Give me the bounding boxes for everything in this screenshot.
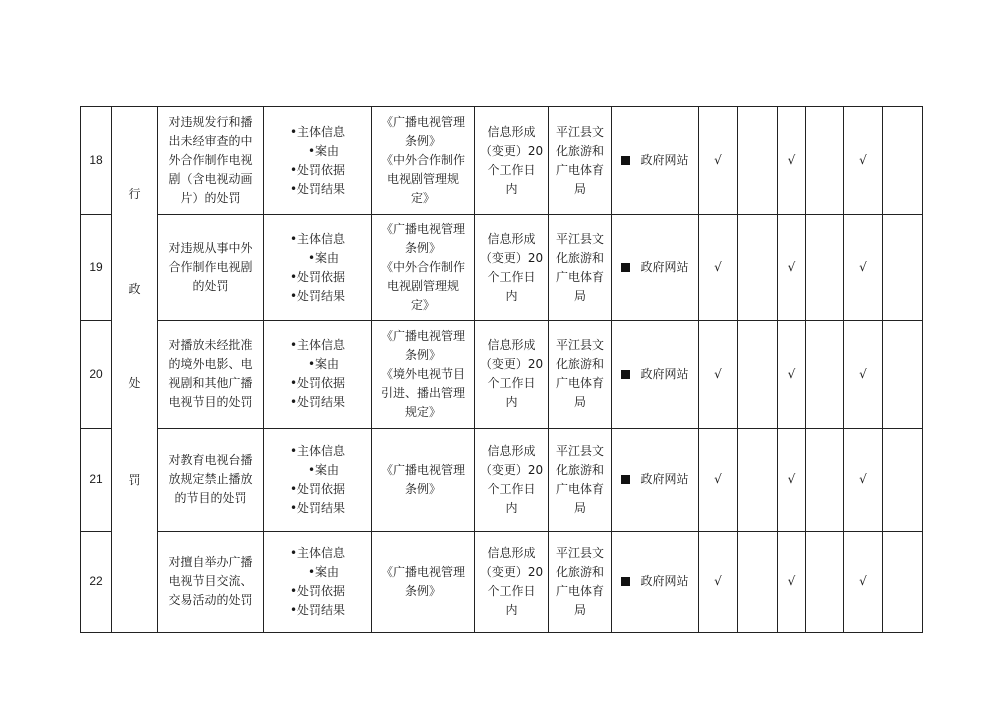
- checked-square-icon: [621, 577, 630, 586]
- disclosure-time-line: （变更）20: [479, 564, 544, 579]
- check-mark-cell: [883, 215, 923, 321]
- check-mark-cell: √: [844, 215, 883, 321]
- check-mark-cell: [883, 107, 923, 215]
- category-char: 政: [128, 282, 141, 296]
- check-mark-cell: [806, 428, 844, 531]
- disclosure-subject-cell: [549, 107, 612, 215]
- disclosure-time-line: （变更）20: [479, 462, 544, 477]
- disclosure-time-line: 个工作日: [487, 269, 536, 284]
- disclosure-content-item: •处罚依据: [289, 269, 346, 284]
- disclosure-subject-line: 广电体育: [555, 583, 604, 598]
- legal-basis-cell: [372, 107, 475, 215]
- check-mark-cell: [738, 428, 778, 531]
- disclosure-content-item: •处罚结果: [289, 602, 346, 617]
- disclosure-subject-line: 化旅游和: [555, 143, 604, 158]
- disclosure-content-item: •案由: [307, 357, 340, 372]
- disclosure-time-line: （变更）20: [479, 143, 544, 158]
- disclosure-time-line: 信息形成: [487, 443, 536, 458]
- disclosure-subject-line: 局: [573, 395, 586, 410]
- legal-basis-cell: [372, 215, 475, 321]
- check-mark-cell: [806, 215, 844, 321]
- check-mark-cell: [883, 428, 923, 531]
- legal-basis-cell: [372, 428, 475, 531]
- disclosure-channel-cell: [612, 531, 699, 632]
- disclosure-subject-line: 平江县文: [555, 545, 604, 560]
- disclosure-content-item: •处罚依据: [289, 583, 346, 598]
- disclosure-time-line: 个工作日: [487, 583, 536, 598]
- item-title-line: 出未经审查的中: [168, 134, 253, 149]
- disclosure-subject-line: 平江县文: [555, 124, 604, 139]
- disclosure-subject-line: 平江县文: [555, 338, 604, 353]
- row-number: 20: [81, 321, 112, 428]
- disclosure-time-line: 内: [505, 602, 518, 617]
- category-label: [112, 107, 157, 632]
- disclosure-time-line: 个工作日: [487, 481, 536, 496]
- checked-square-icon: [621, 370, 630, 379]
- category-cell: [112, 107, 158, 633]
- checked-square-icon: [621, 156, 630, 165]
- check-mark-cell: [883, 321, 923, 428]
- legal-basis-line: 定》: [410, 191, 435, 206]
- item-title-line: 对擅自举办广播: [168, 555, 253, 570]
- disclosure-table: [80, 106, 923, 633]
- checked-square-icon: [621, 263, 630, 272]
- disclosure-subject-line: 局: [573, 288, 586, 303]
- disclosure-channel-cell: [612, 428, 699, 531]
- item-title-line: 对违规从事中外: [168, 241, 253, 256]
- disclosure-time-line: 内: [505, 288, 518, 303]
- item-title-line: 合作制作电视剧: [168, 260, 253, 275]
- category-char: 行: [128, 187, 141, 201]
- disclosure-content-cell: [264, 428, 372, 531]
- disclosure-subject-line: 局: [573, 181, 586, 196]
- legal-basis-line: 电视剧管理规: [386, 279, 459, 294]
- legal-basis-line: 《中外合作制作: [380, 153, 465, 168]
- disclosure-subject-line: 广电体育: [555, 162, 604, 177]
- check-mark-cell: √: [699, 107, 738, 215]
- legal-basis-cell: [372, 531, 475, 632]
- disclosure-subject-line: 广电体育: [555, 376, 604, 391]
- disclosure-content-item: •主体信息: [289, 124, 346, 139]
- item-title-line: 的处罚: [192, 279, 229, 294]
- disclosure-subject-line: 局: [573, 602, 586, 617]
- check-mark-cell: [806, 531, 844, 632]
- row-number: 21: [81, 428, 112, 531]
- table-row: [81, 531, 923, 632]
- check-mark-cell: [738, 531, 778, 632]
- check-mark-cell: √: [778, 428, 806, 531]
- disclosure-subject-line: 化旅游和: [555, 564, 604, 579]
- disclosure-subject-line: 化旅游和: [555, 250, 604, 265]
- check-mark-cell: √: [699, 215, 738, 321]
- check-mark-cell: √: [778, 531, 806, 632]
- disclosure-content-cell: [264, 531, 372, 632]
- checked-square-icon: [621, 475, 630, 484]
- row-number: 18: [81, 107, 112, 215]
- channel-label: 政府网站: [640, 574, 689, 589]
- disclosure-content-item: •处罚结果: [289, 288, 346, 303]
- legal-basis-line: 《广播电视管理: [380, 115, 465, 130]
- disclosure-time-line: 信息形成: [487, 338, 536, 353]
- item-title-cell: [158, 531, 264, 632]
- disclosure-channel-cell: [612, 215, 699, 321]
- disclosure-time-cell: [475, 531, 549, 632]
- legal-basis-line: 电视剧管理规: [386, 172, 459, 187]
- legal-basis-line: 条例》: [404, 241, 441, 256]
- disclosure-subject-line: 广电体育: [555, 269, 604, 284]
- check-mark-cell: [738, 107, 778, 215]
- disclosure-channel-cell: [612, 107, 699, 215]
- item-title-line: 的节目的处罚: [174, 491, 247, 506]
- disclosure-subject-cell: [549, 531, 612, 632]
- item-title-line: 放规定禁止播放: [168, 472, 253, 487]
- disclosure-content-item: •处罚结果: [289, 395, 346, 410]
- legal-basis-line: 定》: [410, 298, 435, 313]
- check-mark-cell: √: [778, 215, 806, 321]
- disclosure-content-item: •主体信息: [289, 231, 346, 246]
- check-mark-cell: [883, 531, 923, 632]
- check-mark-cell: √: [699, 321, 738, 428]
- check-mark-cell: √: [844, 107, 883, 215]
- disclosure-content-item: •案由: [307, 250, 340, 265]
- check-mark-cell: [738, 321, 778, 428]
- legal-basis-line: 《中外合作制作: [380, 260, 465, 275]
- table-row: [81, 215, 923, 321]
- disclosure-content-cell: [264, 321, 372, 428]
- disclosure-content-item: •主体信息: [289, 443, 346, 458]
- item-title-cell: [158, 107, 264, 215]
- disclosure-time-cell: [475, 107, 549, 215]
- table-row: [81, 107, 923, 215]
- legal-basis-cell: [372, 321, 475, 428]
- disclosure-channel-cell: [612, 321, 699, 428]
- disclosure-time-line: 内: [505, 395, 518, 410]
- check-mark-cell: √: [699, 428, 738, 531]
- disclosure-subject-cell: [549, 321, 612, 428]
- legal-basis-line: 条例》: [404, 481, 441, 496]
- disclosure-subject-line: 化旅游和: [555, 462, 604, 477]
- item-title-line: 视剧和其他广播: [168, 376, 253, 391]
- legal-basis-line: 《境外电视节目: [380, 366, 465, 381]
- item-title-line: 的境外电影、电: [168, 357, 253, 372]
- item-title-cell: [158, 215, 264, 321]
- check-mark-cell: √: [844, 321, 883, 428]
- disclosure-subject-line: 化旅游和: [555, 357, 604, 372]
- disclosure-subject-cell: [549, 215, 612, 321]
- item-title-line: 电视节目交流、: [168, 574, 253, 589]
- channel-label: 政府网站: [640, 260, 689, 275]
- disclosure-content-item: •处罚依据: [289, 481, 346, 496]
- item-title-line: 片）的处罚: [180, 191, 241, 206]
- disclosure-subject-line: 平江县文: [555, 443, 604, 458]
- disclosure-time-line: 个工作日: [487, 162, 536, 177]
- disclosure-content-cell: [264, 107, 372, 215]
- disclosure-time-line: 信息形成: [487, 545, 536, 560]
- row-number: 19: [81, 215, 112, 321]
- item-title-line: 对教育电视台播: [168, 453, 253, 468]
- channel-label: 政府网站: [640, 472, 689, 487]
- check-mark-cell: √: [778, 321, 806, 428]
- disclosure-content-item: •处罚依据: [289, 376, 346, 391]
- legal-basis-line: 《广播电视管理: [380, 462, 465, 477]
- item-title-line: 交易活动的处罚: [168, 593, 253, 608]
- category-char: 处: [128, 376, 141, 390]
- item-title-line: 外合作制作电视: [168, 153, 253, 168]
- disclosure-content-item: •主体信息: [289, 338, 346, 353]
- item-title-line: 剧（含电视动画: [168, 172, 253, 187]
- disclosure-content-item: •案由: [307, 143, 340, 158]
- disclosure-time-cell: [475, 428, 549, 531]
- check-mark-cell: √: [844, 428, 883, 531]
- disclosure-time-cell: [475, 215, 549, 321]
- item-title-line: 电视节目的处罚: [168, 395, 253, 410]
- disclosure-content-cell: [264, 215, 372, 321]
- item-title-cell: [158, 321, 264, 428]
- check-mark-cell: [806, 107, 844, 215]
- disclosure-content-item: •处罚依据: [289, 162, 346, 177]
- legal-basis-line: 《广播电视管理: [380, 222, 465, 237]
- check-mark-cell: √: [699, 531, 738, 632]
- item-title-line: 对播放未经批准: [168, 338, 253, 353]
- channel-label: 政府网站: [640, 366, 689, 381]
- check-mark-cell: √: [778, 107, 806, 215]
- row-number: 22: [81, 531, 112, 632]
- disclosure-time-line: （变更）20: [479, 357, 544, 372]
- legal-basis-line: 《广播电视管理: [380, 564, 465, 579]
- item-title-line: 对违规发行和播: [168, 115, 253, 130]
- legal-basis-line: 规定》: [404, 404, 441, 419]
- legal-basis-line: 《广播电视管理: [380, 328, 465, 343]
- disclosure-subject-cell: [549, 428, 612, 531]
- disclosure-time-line: 信息形成: [487, 231, 536, 246]
- disclosure-content-item: •案由: [307, 564, 340, 579]
- disclosure-time-line: 内: [505, 500, 518, 515]
- table-row: [81, 321, 923, 428]
- disclosure-time-cell: [475, 321, 549, 428]
- legal-basis-line: 条例》: [404, 347, 441, 362]
- disclosure-subject-line: 平江县文: [555, 231, 604, 246]
- legal-basis-line: 条例》: [404, 134, 441, 149]
- disclosure-content-item: •案由: [307, 462, 340, 477]
- check-mark-cell: [806, 321, 844, 428]
- disclosure-time-line: 信息形成: [487, 124, 536, 139]
- disclosure-subject-line: 广电体育: [555, 481, 604, 496]
- disclosure-content-item: •处罚结果: [289, 181, 346, 196]
- item-title-cell: [158, 428, 264, 531]
- disclosure-content-item: •主体信息: [289, 545, 346, 560]
- check-mark-cell: [738, 215, 778, 321]
- check-mark-cell: √: [844, 531, 883, 632]
- disclosure-time-line: 个工作日: [487, 376, 536, 391]
- channel-label: 政府网站: [640, 153, 689, 168]
- category-char: 罚: [128, 473, 141, 487]
- legal-basis-line: 条例》: [404, 583, 441, 598]
- disclosure-time-line: 内: [505, 181, 518, 196]
- disclosure-time-line: （变更）20: [479, 250, 544, 265]
- disclosure-content-item: •处罚结果: [289, 500, 346, 515]
- table-row: [81, 428, 923, 531]
- legal-basis-line: 引进、播出管理: [380, 385, 465, 400]
- disclosure-subject-line: 局: [573, 500, 586, 515]
